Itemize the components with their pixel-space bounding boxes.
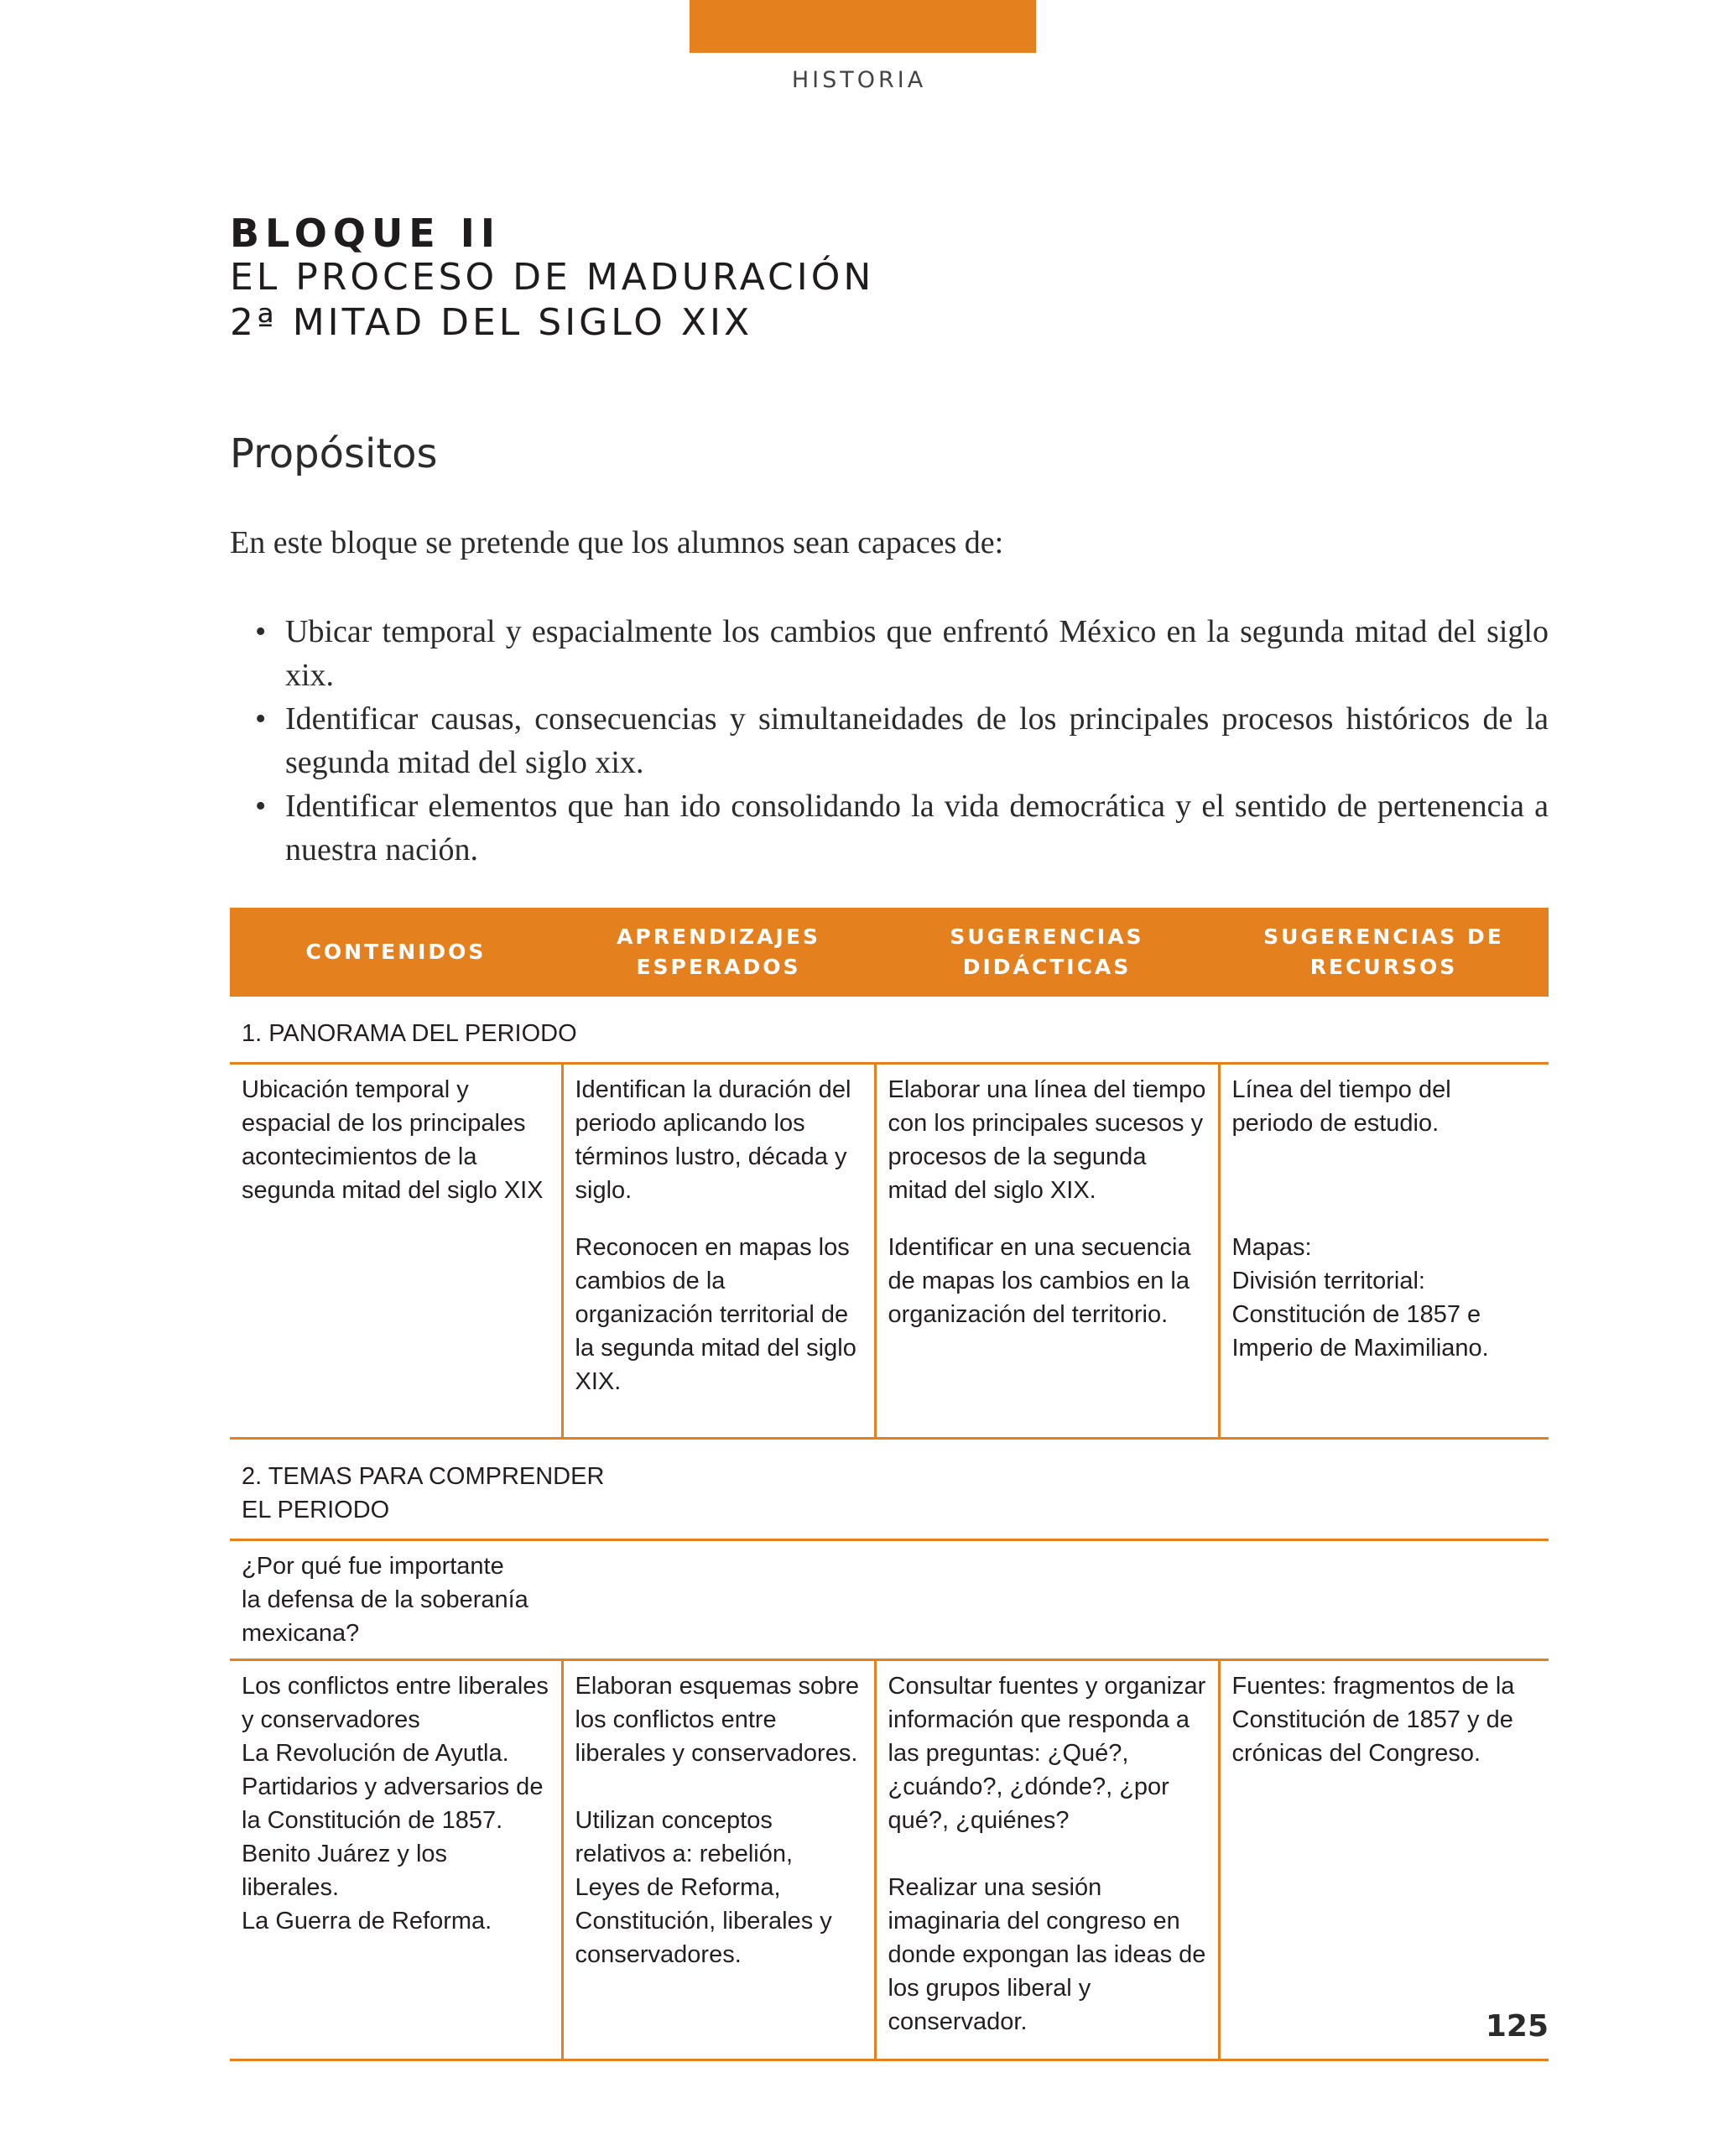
column-header-aprendizajes: APRENDIZAJES ESPERADOS [562,908,875,997]
block-heading [230,211,874,346]
block-title-line-2: 2ª MITAD DEL SIGLO XIX [230,301,753,344]
table-row [230,1219,1549,1439]
objective-item: • Ubicar temporal y espacialmente los cambios que enfrentó México en la segunda mitad del siglo xix. [252,610,1549,697]
objective-item: • Identificar causas, consecuencias y simultaneidades de los principales procesos históricos de la segunda mitad del siglo xix. [252,697,1549,784]
guiding-question: ¿Por qué fue importante la defensa de la soberanía mexicana? [230,1540,1549,1660]
table-cell: Los conflictos entre liberales y conservadores La Revolución de Ayutla. Partidarios y adversarios de la Constitución de 1857. Benito Juárez y los liberales. La Guerra de Reforma. [230,1660,562,2060]
purposes-heading: Propósitos [230,430,438,477]
header-accent-bar [690,0,1036,53]
objectives-list [252,610,1549,872]
column-header-contenidos: CONTENIDOS [230,908,562,997]
table-cell: Fuentes: fragmentos de la Constitución de 1857 y de crónicas del Congreso. [1219,1660,1549,2060]
table-cell: Consultar fuentes y organizar información que responda a las preguntas: ¿Qué?, ¿cuándo?, ¿dónde?, ¿por qué?, ¿quiénes? Realizar una sesión imaginaria del congreso en donde expongan las ideas de los grupos liberal y conservador. [875,1660,1219,2060]
table-cell: Reconocen en mapas los cambios de la organización territorial de la segunda mitad del siglo XIX. [562,1219,875,1439]
column-header-sugerencias-didacticas: SUGERENCIAS DIDÁCTICAS [875,908,1219,997]
table-cell [230,1219,562,1439]
section-title: 1. PANORAMA DEL PERIODO [230,997,1549,1064]
table-row [230,1660,1549,2060]
objective-item: • Identificar elementos que han ido consolidando la vida democrática y el sentido de pertenencia a nuestra nación. [252,784,1549,872]
block-label: BLOQUE II [230,211,501,256]
table-cell: Elaborar una línea del tiempo con los principales sucesos y procesos de la segunda mitad del siglo XIX. [875,1064,1219,1220]
table-cell: Elaboran esquemas sobre los conflictos entre liberales y conservadores. Utilizan conceptos relativos a: rebelión, Leyes de Reforma, Constitución, liberales y conservadores. [562,1660,875,2060]
page-number: 125 [1485,2009,1549,2044]
table-cell: Mapas: División territorial: Constitución de 1857 e Imperio de Maximiliano. [1219,1219,1549,1439]
purposes-intro: En este bloque se pretende que los alumnos sean capaces de: [230,525,1004,560]
table-cell: Ubicación temporal y espacial de los principales acontecimientos de la segunda mitad del siglo XIX [242,1076,544,1204]
section-row [230,997,1549,1064]
section-title: 2. TEMAS PARA COMPRENDER EL PERIODO [230,1439,1549,1540]
table-row [230,1064,1549,1220]
question-row [230,1540,1549,1660]
column-header-sugerencias-recursos: SUGERENCIAS DE RECURSOS [1219,908,1549,997]
block-title-line-1: EL PROCESO DE MADURACIÓN [230,256,875,299]
section-row [230,1439,1549,1540]
running-head: HISTORIA [791,67,927,93]
table-cell: Línea del tiempo del periodo de estudio. [1219,1064,1549,1220]
curriculum-table-wrapper [230,908,1549,2061]
table-header-row [230,908,1549,997]
curriculum-table [230,908,1549,2061]
table-cell: Identificar en una secuencia de mapas los cambios en la organización del territorio. [875,1219,1219,1439]
table-cell: Identifican la duración del periodo aplicando los términos lustro, década y siglo. [562,1064,875,1220]
